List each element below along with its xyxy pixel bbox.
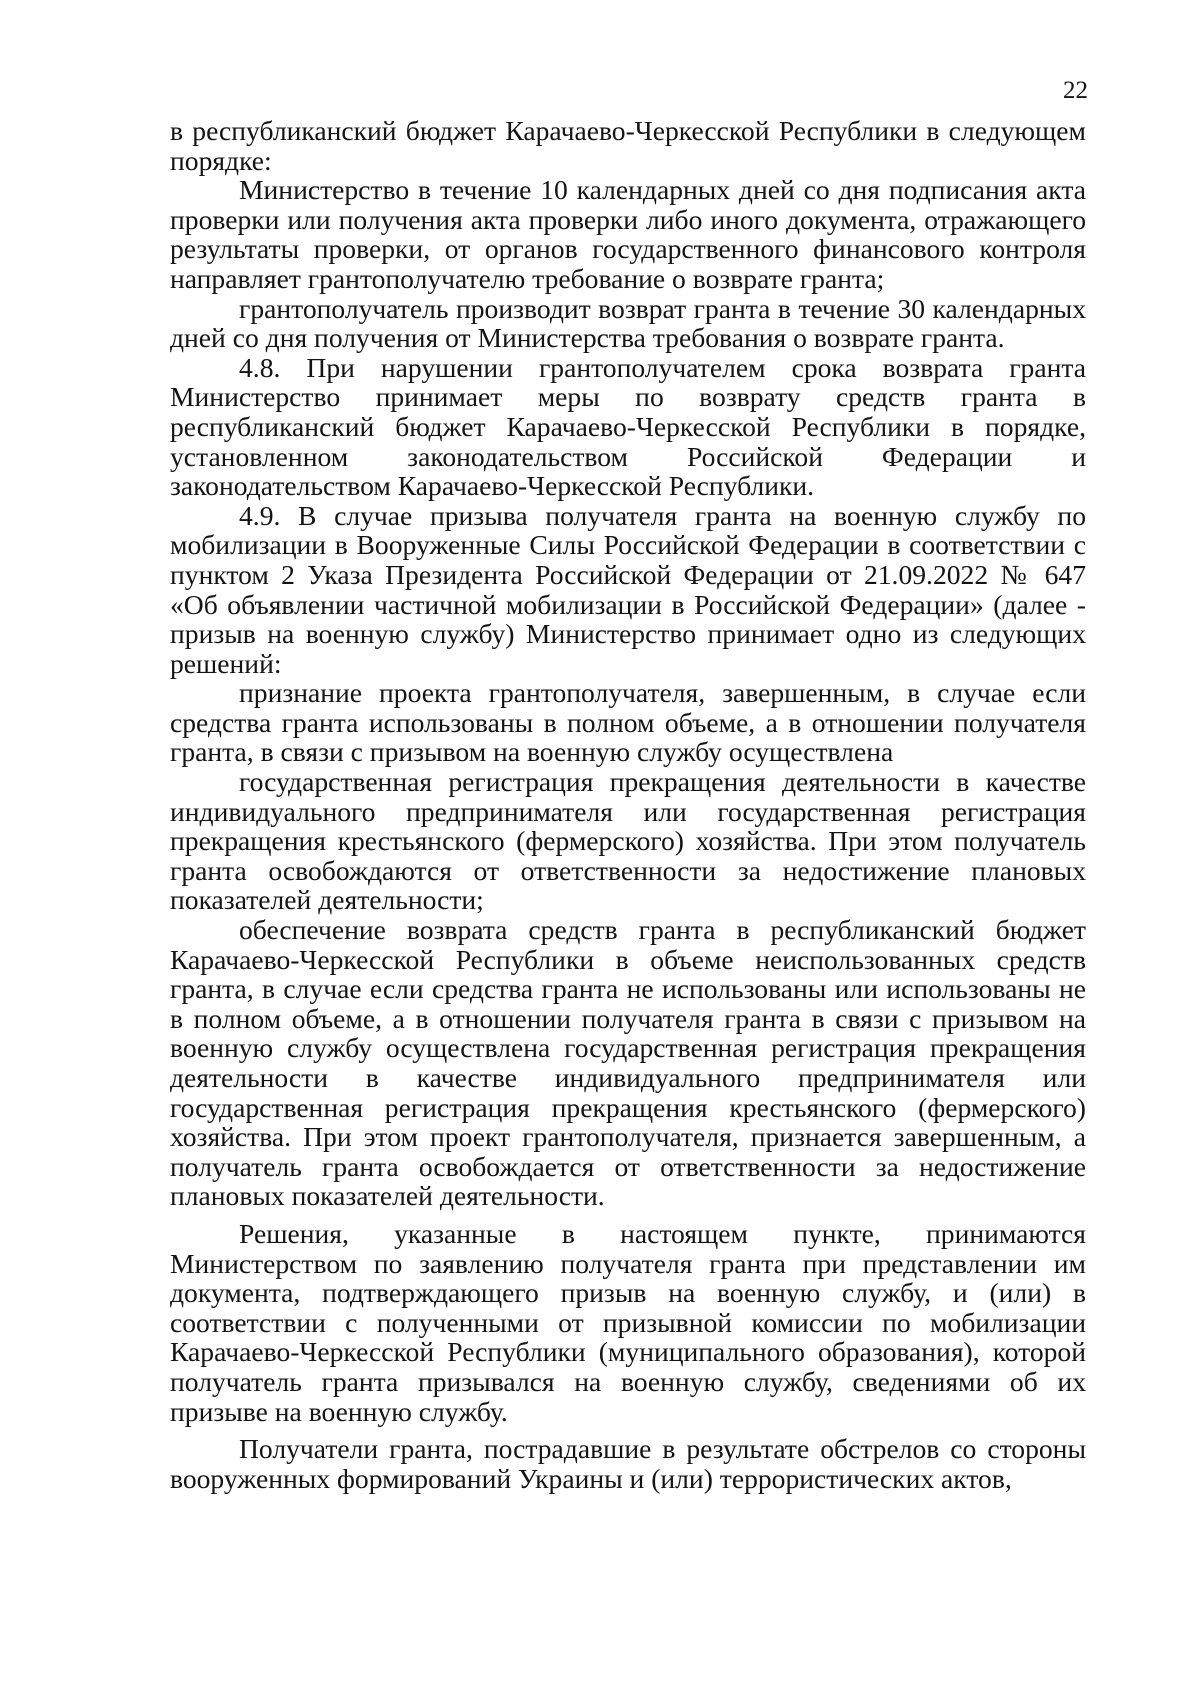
paragraph-continuation: в республиканский бюджет Карачаево-Черкесской Республики в следующем порядке:	[170, 115, 1086, 176]
clause-4-9: 4.9. В случае призыва получателя гранта на военную службу по мобилизации в Вооруженные Силы Российской Федерации в соответствии с пунктом 2 Указа Президента Российской Федерации от 21.09.2022 № 647 «Об объявлении частичной мобилизации в Российской Федерации» (далее - призыв на военную службу) Министерство принимает одно из следующих решений:	[170, 499, 1086, 679]
document-body	[170, 116, 1086, 1493]
paragraph: обеспечение возврата средств гранта в республиканский бюджет Карачаево-Черкесской Республики в объеме неиспользованных средств гранта, в случае если средства гранта не использованы или использованы не в полном объеме, а в отношении получателя гранта в связи с призывом на военную службу осуществлена государственная регистрация прекращения деятельности в качестве индивидуального предпринимателя или государственная регистрация прекращения крестьянского (фермерского) хозяйства. При этом проект грантополучателя, признается завершенным, а получатель гранта освобождается от ответственности за недостижение плановых показателей деятельности.	[170, 914, 1086, 1212]
paragraph: Решения, указанные в настоящем пункте, принимаются Министерством по заявлению получателя гранта при представлении им документа, подтверждающего призыв на военную службу, и (или) в соответствии с полученными от призывной комиссии по мобилизации Карачаево-Черкесской Республики (муниципального образования), которой получатель гранта призывался на военную службу, сведениями об их призыве на военную службу.	[170, 1217, 1086, 1427]
paragraph: Министерство в течение 10 календарных дней со дня подписания акта проверки или получения акта проверки либо иного документа, отражающего результаты проверки, от органов государственного финансового контроля направляет грантополучателю требование о возврате гранта;	[170, 174, 1086, 294]
paragraph: Получатели гранта, пострадавшие в результате обстрелов со стороны вооруженных формирований Украины и (или) террористических актов,	[170, 1433, 1086, 1494]
clause-4-8: 4.8. При нарушении грантополучателем срока возврата гранта Министерство принимает меры по возврату средств гранта в республиканский бюджет Карачаево-Черкесской Республики в порядке, установленном законодательством Российской Федерации и законодательством Карачаево-Черкесской Республики.	[170, 351, 1086, 502]
paragraph: грантополучатель производит возврат гранта в течение 30 календарных дней со дня получения от Министерства требования о возврате гранта.	[170, 292, 1086, 354]
paragraph: государственная регистрация прекращения деятельности в качестве индивидуального предпринимателя или государственная регистрация прекращения крестьянского (фермерского) хозяйства. При этом получатель гранта освобождаются от ответственности за недостижение плановых показателей деятельности;	[170, 766, 1086, 916]
page-number: 22	[1063, 77, 1088, 104]
paragraph: признание проекта грантополучателя, завершенным, в случае если средства гранта использованы в полном объеме, а в отношении получателя гранта, в связи с призывом на военную службу осуществлена	[170, 677, 1086, 768]
